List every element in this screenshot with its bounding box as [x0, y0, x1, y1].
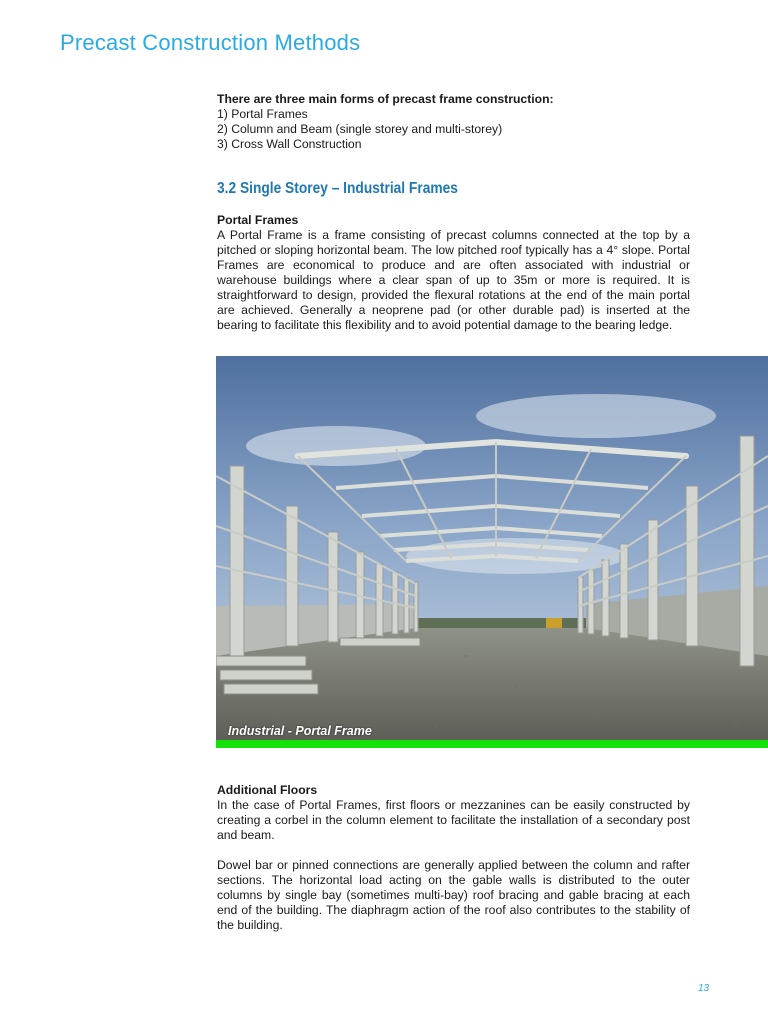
page-title: Precast Construction Methods — [60, 30, 361, 55]
caption-accent-bar — [216, 740, 768, 748]
section-heading: 3.2 Single Storey – Industrial Frames — [217, 180, 458, 197]
intro-lead: There are three main forms of precast frame construction: — [217, 92, 554, 106]
portal-frames-section — [217, 213, 690, 333]
photo-illustration — [216, 356, 768, 740]
list-item: 1) Portal Frames — [217, 107, 308, 121]
list-item: 3) Cross Wall Construction — [217, 137, 362, 151]
portal-frames-subheading: Portal Frames — [217, 213, 299, 227]
additional-floors-subheading: Additional Floors — [217, 783, 318, 797]
page-number: 13 — [698, 983, 710, 994]
portal-frames-body: A Portal Frame is a frame consisting of precast columns connected at the top by a pitched or sloping horizontal beam. The low pitched roof typically has a 4° slope. Portal Frames are economical to produce and are often associated with industrial or warehouse buildings where a clear span of up to 35m or more is required. It is straightforward to design, provided the flexural rotations at the end of the main portal are achieved. Generally a neoprene pad (or other durable pad) is inserted at the bearing to facilitate this flexibility and to avoid potential damage to the bearing ledge. — [217, 228, 690, 332]
additional-floors-paragraph-1: In the case of Portal Frames, first floors or mezzanines can be easily constructed by creating a corbel in the column element to facilitate the installation of a secondary post and beam. — [217, 798, 690, 842]
additional-floors-paragraph-2: Dowel bar or pinned connections are generally applied between the column and rafter sections. The horizontal load acting on the gable walls is distributed to the outer columns by single bay (sometimes multi-bay) roof bracing and gable bracing at each end of the building. The diaphragm action of the roof also contributes to the stability of the building. — [217, 858, 690, 932]
portal-frame-photo — [216, 356, 768, 748]
list-item: 2) Column and Beam (single storey and multi-storey) — [217, 122, 503, 136]
photo-caption: Industrial - Portal Frame — [228, 724, 372, 738]
intro-block — [217, 92, 690, 152]
additional-floors-section — [217, 783, 690, 933]
